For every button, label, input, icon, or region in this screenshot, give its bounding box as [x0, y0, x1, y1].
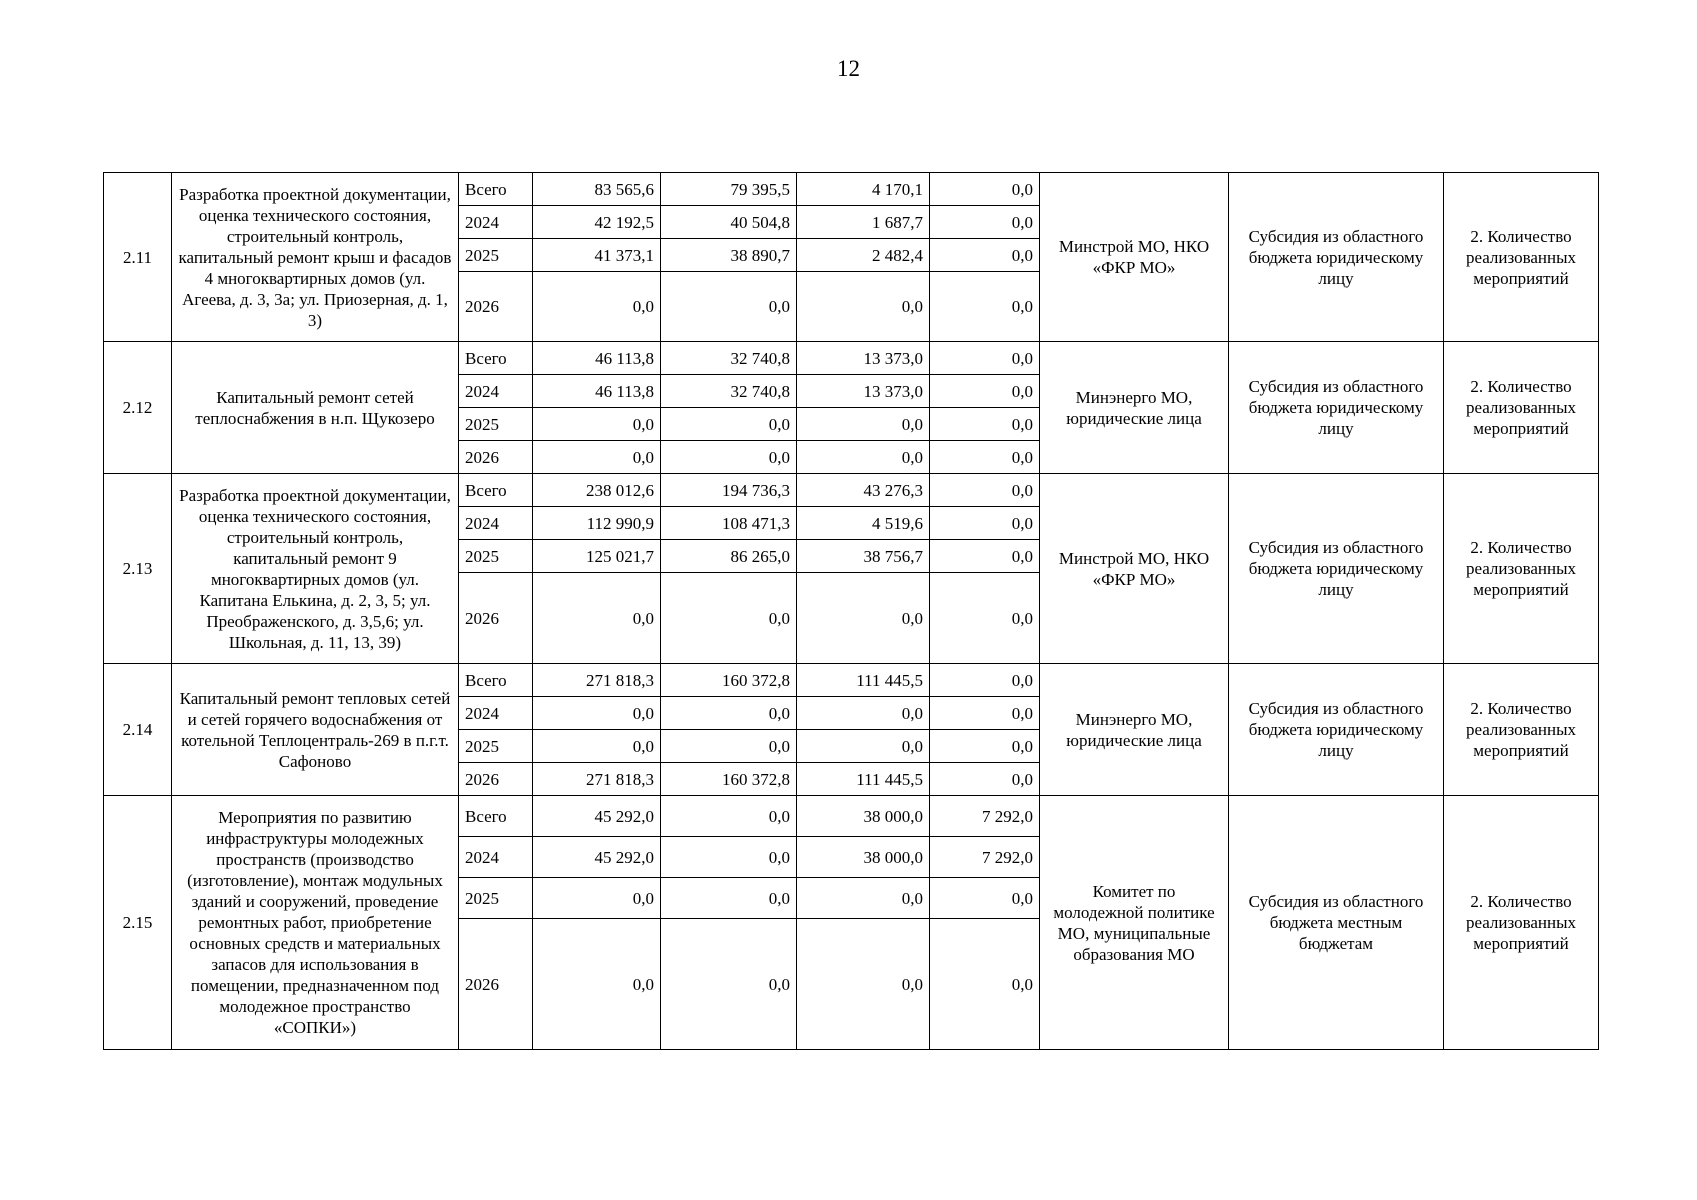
amount-federal: 38 000,0: [797, 837, 930, 878]
amount-federal: 0,0: [797, 878, 930, 919]
executor: Комитет по молодежной политике МО, муниципальные образования МО: [1040, 796, 1229, 1050]
amount-other: 0,0: [930, 408, 1040, 441]
amount-federal: 0,0: [797, 573, 930, 664]
amount-regional: 0,0: [661, 573, 797, 664]
amount-other: 0,0: [930, 573, 1040, 664]
amount-other: 0,0: [930, 239, 1040, 272]
amount-federal: 0,0: [797, 441, 930, 474]
amount-federal: 38 756,7: [797, 540, 930, 573]
amount-federal: 38 000,0: [797, 796, 930, 837]
amount-total: 0,0: [533, 573, 661, 664]
amount-regional: 160 372,8: [661, 664, 797, 697]
amount-federal: 4 519,6: [797, 507, 930, 540]
amount-federal: 43 276,3: [797, 474, 930, 507]
amount-total: 42 192,5: [533, 206, 661, 239]
period-label: 2024: [459, 507, 533, 540]
amount-regional: 32 740,8: [661, 375, 797, 408]
page-number: 12: [837, 56, 860, 81]
period-label: 2025: [459, 408, 533, 441]
amount-total: 0,0: [533, 408, 661, 441]
amount-federal: 4 170,1: [797, 173, 930, 206]
funding-source: Субсидия из областного бюджета юридическому лицу: [1229, 173, 1444, 342]
amount-federal: 0,0: [797, 730, 930, 763]
amount-federal: 0,0: [797, 697, 930, 730]
period-label: Всего: [459, 796, 533, 837]
amount-other: 0,0: [930, 474, 1040, 507]
amount-total: 0,0: [533, 272, 661, 342]
executor: Минэнерго МО, юридические лица: [1040, 664, 1229, 796]
activity-number: 2.12: [104, 342, 172, 474]
amount-other: 0,0: [930, 878, 1040, 919]
amount-regional: 0,0: [661, 796, 797, 837]
period-label: 2024: [459, 697, 533, 730]
amount-total: 271 818,3: [533, 763, 661, 796]
period-label: 2024: [459, 837, 533, 878]
activity-number: 2.14: [104, 664, 172, 796]
amount-regional: 108 471,3: [661, 507, 797, 540]
amount-other: 7 292,0: [930, 796, 1040, 837]
amount-total: 0,0: [533, 919, 661, 1050]
activity-name: Капитальный ремонт тепловых сетей и сетей горячего водоснабжения от котельной Теплоцентраль-269 в п.г.т. Сафоново: [172, 664, 459, 796]
amount-federal: 2 482,4: [797, 239, 930, 272]
activity-number: 2.13: [104, 474, 172, 664]
amount-total: 271 818,3: [533, 664, 661, 697]
amount-total: 41 373,1: [533, 239, 661, 272]
activity-name: Капитальный ремонт сетей теплоснабжения в н.п. Щукозеро: [172, 342, 459, 474]
result-indicator: 2. Количество реализованных мероприятий: [1444, 173, 1599, 342]
executor: Минстрой МО, НКО «ФКР МО»: [1040, 474, 1229, 664]
executor: Минэнерго МО, юридические лица: [1040, 342, 1229, 474]
amount-total: 112 990,9: [533, 507, 661, 540]
period-label: 2024: [459, 375, 533, 408]
amount-regional: 0,0: [661, 878, 797, 919]
result-indicator: 2. Количество реализованных мероприятий: [1444, 796, 1599, 1050]
amount-regional: 79 395,5: [661, 173, 797, 206]
amount-federal: 0,0: [797, 408, 930, 441]
amount-total: 0,0: [533, 441, 661, 474]
amount-regional: 0,0: [661, 441, 797, 474]
amount-federal: 1 687,7: [797, 206, 930, 239]
funding-source: Субсидия из областного бюджета местным бюджетам: [1229, 796, 1444, 1050]
amount-federal: 0,0: [797, 272, 930, 342]
period-label: 2024: [459, 206, 533, 239]
funding-source: Субсидия из областного бюджета юридическому лицу: [1229, 342, 1444, 474]
amount-total: 46 113,8: [533, 342, 661, 375]
amount-regional: 160 372,8: [661, 763, 797, 796]
amount-regional: 40 504,8: [661, 206, 797, 239]
table-row: [104, 664, 1599, 697]
amount-other: 0,0: [930, 441, 1040, 474]
activity-number: 2.11: [104, 173, 172, 342]
amount-regional: 86 265,0: [661, 540, 797, 573]
amount-other: 0,0: [930, 206, 1040, 239]
funding-source: Субсидия из областного бюджета юридическому лицу: [1229, 474, 1444, 664]
period-label: 2025: [459, 239, 533, 272]
period-label: 2026: [459, 441, 533, 474]
result-indicator: 2. Количество реализованных мероприятий: [1444, 664, 1599, 796]
period-label: Всего: [459, 342, 533, 375]
period-label: 2026: [459, 272, 533, 342]
amount-regional: 32 740,8: [661, 342, 797, 375]
period-label: 2026: [459, 763, 533, 796]
amount-regional: 194 736,3: [661, 474, 797, 507]
period-label: Всего: [459, 474, 533, 507]
amount-regional: 38 890,7: [661, 239, 797, 272]
amount-regional: 0,0: [661, 408, 797, 441]
amount-total: 238 012,6: [533, 474, 661, 507]
amount-other: 0,0: [930, 919, 1040, 1050]
amount-other: 0,0: [930, 507, 1040, 540]
funding-source: Субсидия из областного бюджета юридическому лицу: [1229, 664, 1444, 796]
activity-name: Разработка проектной документации, оценка технического состояния, строительный контроль, капитальный ремонт 9 многоквартирных домов (ул. Капитана Елькина, д. 2, 3, 5; ул. Преображенского, д. 3,5,6; ул. Школьная, д. 11, 13, 39): [172, 474, 459, 664]
amount-total: 0,0: [533, 697, 661, 730]
amount-other: 0,0: [930, 375, 1040, 408]
amount-other: 0,0: [930, 763, 1040, 796]
amount-federal: 13 373,0: [797, 375, 930, 408]
amount-other: 0,0: [930, 730, 1040, 763]
amount-total: 46 113,8: [533, 375, 661, 408]
amount-total: 125 021,7: [533, 540, 661, 573]
amount-other: 0,0: [930, 342, 1040, 375]
activity-name: Мероприятия по развитию инфраструктуры молодежных пространств (производство (изготовление), монтаж модульных зданий и сооружений, проведение ремонтных работ, приобретение основных средств и материальных запасов для использования в помещении, предназначенном под молодежное пространство «СОПКИ»): [172, 796, 459, 1050]
amount-other: 0,0: [930, 540, 1040, 573]
amount-total: 83 565,6: [533, 173, 661, 206]
activity-name: Разработка проектной документации, оценка технического состояния, строительный контроль, капитальный ремонт крыш и фасадов 4 многоквартирных домов (ул. Агеева, д. 3, 3а; ул. Приозерная, д. 1, 3): [172, 173, 459, 342]
amount-other: 0,0: [930, 664, 1040, 697]
period-label: 2026: [459, 573, 533, 664]
amount-regional: 0,0: [661, 730, 797, 763]
period-label: Всего: [459, 664, 533, 697]
amount-total: 0,0: [533, 730, 661, 763]
amount-total: 45 292,0: [533, 796, 661, 837]
activity-number: 2.15: [104, 796, 172, 1050]
period-label: 2025: [459, 878, 533, 919]
amount-regional: 0,0: [661, 837, 797, 878]
period-label: 2025: [459, 540, 533, 573]
result-indicator: 2. Количество реализованных мероприятий: [1444, 474, 1599, 664]
program-activities-table: [103, 172, 1599, 1050]
period-label: 2025: [459, 730, 533, 763]
amount-total: 45 292,0: [533, 837, 661, 878]
amount-regional: 0,0: [661, 272, 797, 342]
amount-other: 0,0: [930, 173, 1040, 206]
amount-federal: 111 445,5: [797, 763, 930, 796]
result-indicator: 2. Количество реализованных мероприятий: [1444, 342, 1599, 474]
executor: Минстрой МО, НКО «ФКР МО»: [1040, 173, 1229, 342]
amount-total: 0,0: [533, 878, 661, 919]
table-row: [104, 173, 1599, 206]
amount-other: 7 292,0: [930, 837, 1040, 878]
table-row: [104, 474, 1599, 507]
table-row: [104, 796, 1599, 837]
amount-federal: 13 373,0: [797, 342, 930, 375]
amount-other: 0,0: [930, 697, 1040, 730]
amount-other: 0,0: [930, 272, 1040, 342]
table-row: [104, 342, 1599, 375]
period-label: 2026: [459, 919, 533, 1050]
amount-regional: 0,0: [661, 919, 797, 1050]
amount-federal: 111 445,5: [797, 664, 930, 697]
amount-regional: 0,0: [661, 697, 797, 730]
amount-federal: 0,0: [797, 919, 930, 1050]
period-label: Всего: [459, 173, 533, 206]
